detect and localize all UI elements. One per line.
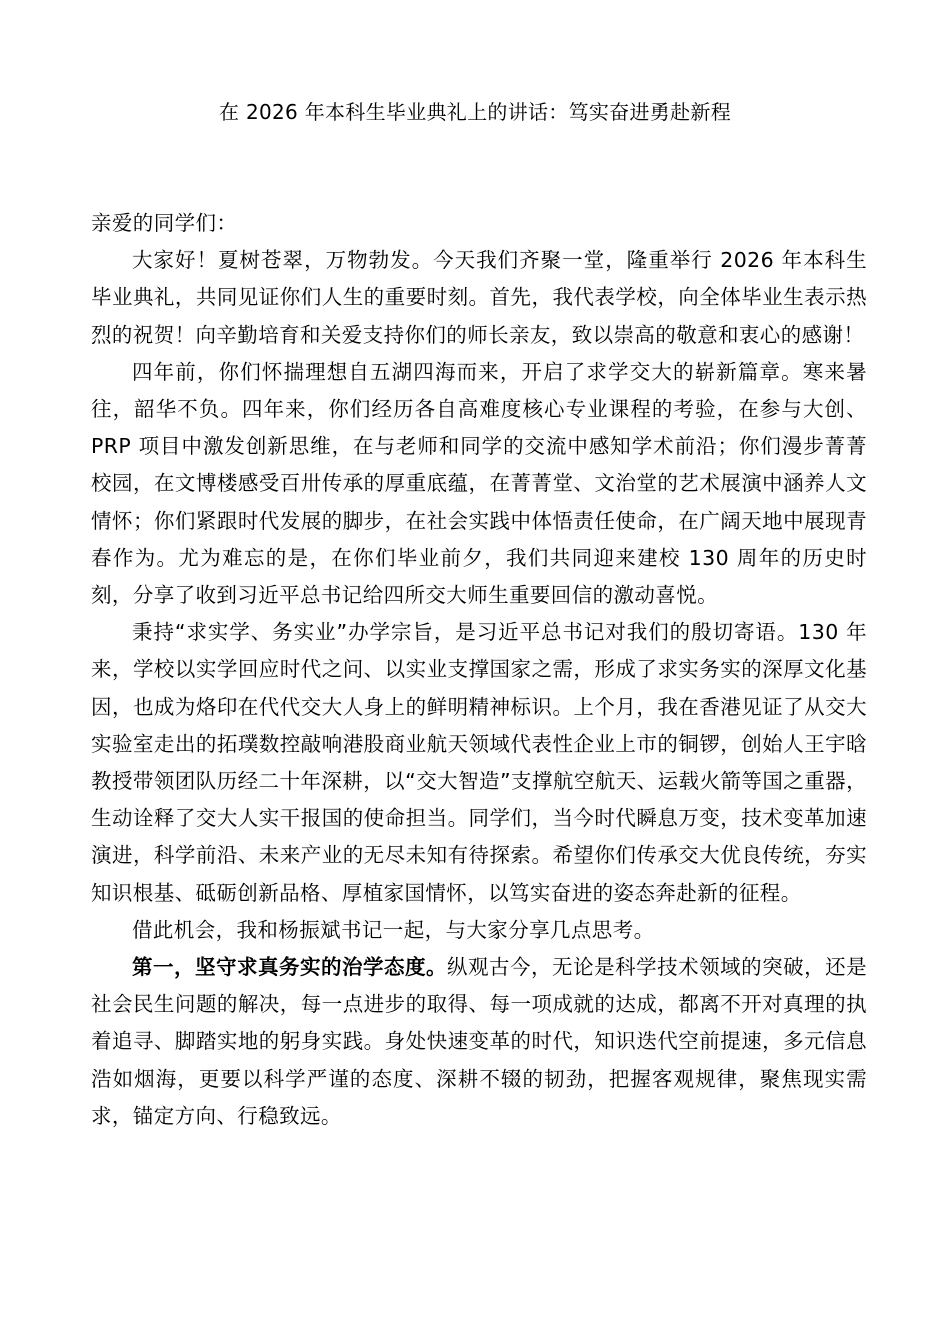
- paragraph-school-motto: 秉持“求实学、务实业”办学宗旨，是习近平总书记对我们的殷切寄语。130 年来，学校以实学回应时代之问、以实业支撑国家之需，形成了求实务实的深厚文化基因，也成为烙印在代代交大人身上的鲜明精神标识。上个月，我在香港见证了从交大实验室走出的拓璞数控敲响港股商业航天领域代表性企业上市的铜锣，创始人王宇晗教授带领团队历经二十年深耕，以“交大智造”支撑航空航天、运载火箭等国之重器，生动诠释了交大人实干报国的使命担当。同学们，当今时代瞬息万变，技术变革加速演进，科学前沿、未来产业的无尽未知有待探索。希望你们传承交大优良传统，夯实知识根基、砥砺创新品格、厚植家国情怀，以笃实奋进的姿态奔赴新的征程。: [91, 620, 867, 905]
- document-title: 在 2026 年本科生毕业典礼上的讲话：笃实奋进勇赴新程: [218, 100, 731, 124]
- paragraph-first-point: [91, 949, 867, 1135]
- first-point-text: 纵观古今，无论是科学技术领域的突破，还是社会民生问题的解决，每一点进步的取得、每一项成就的达成，都离不开对真理的执着追寻、脚踏实地的躬身实践。身处快速变革的时代，知识迭代空前提速，多元信息浩如烟海，更要以科学严谨的态度、深耕不辍的韧劲，把握客观规律，聚焦现实需求，锚定方向、行稳致远。: [91, 955, 868, 1128]
- first-point-heading: 第一，坚守求真务实的治学态度。: [132, 955, 448, 980]
- salutation: 亲爱的同学们：: [91, 211, 238, 235]
- paragraph-greeting: 大家好！夏树苍翠，万物勃发。今天我们齐聚一堂，隆重举行 2026 年本科生毕业典礼，共同见证你们人生的重要时刻。首先，我代表学校，向全体毕业生表示热烈的祝贺！向辛勤培育和关爱支持你们的师长亲友，致以崇高的敬意和衷心的感谢！: [91, 248, 867, 347]
- paragraph-transition: 借此机会，我和杨振斌书记一起，与大家分享几点思考。: [132, 917, 655, 942]
- document-body: [91, 205, 867, 1135]
- paragraph-four-years: 四年前，你们怀揣理想自五湖四海而来，开启了求学交大的崭新篇章。寒来暑往，韶华不负。四年来，你们经历各自高难度核心专业课程的考验，在参与大创、PRP 项目中激发创新思维，在与老师和同学的交流中感知学术前沿；你们漫步菁菁校园，在文博楼感受百卅传承的厚重底蕴，在菁菁堂、文治堂的艺术展演中涵养人文情怀；你们紧跟时代发展的脚步，在社会实践中体悟责任使命，在广阔天地中展现青春作为。尤为难忘的是，在你们毕业前夕，我们共同迎来建校 130 周年的历史时刻，分享了收到习近平总书记给四所交大师生重要回信的激动喜悦。: [91, 359, 867, 608]
